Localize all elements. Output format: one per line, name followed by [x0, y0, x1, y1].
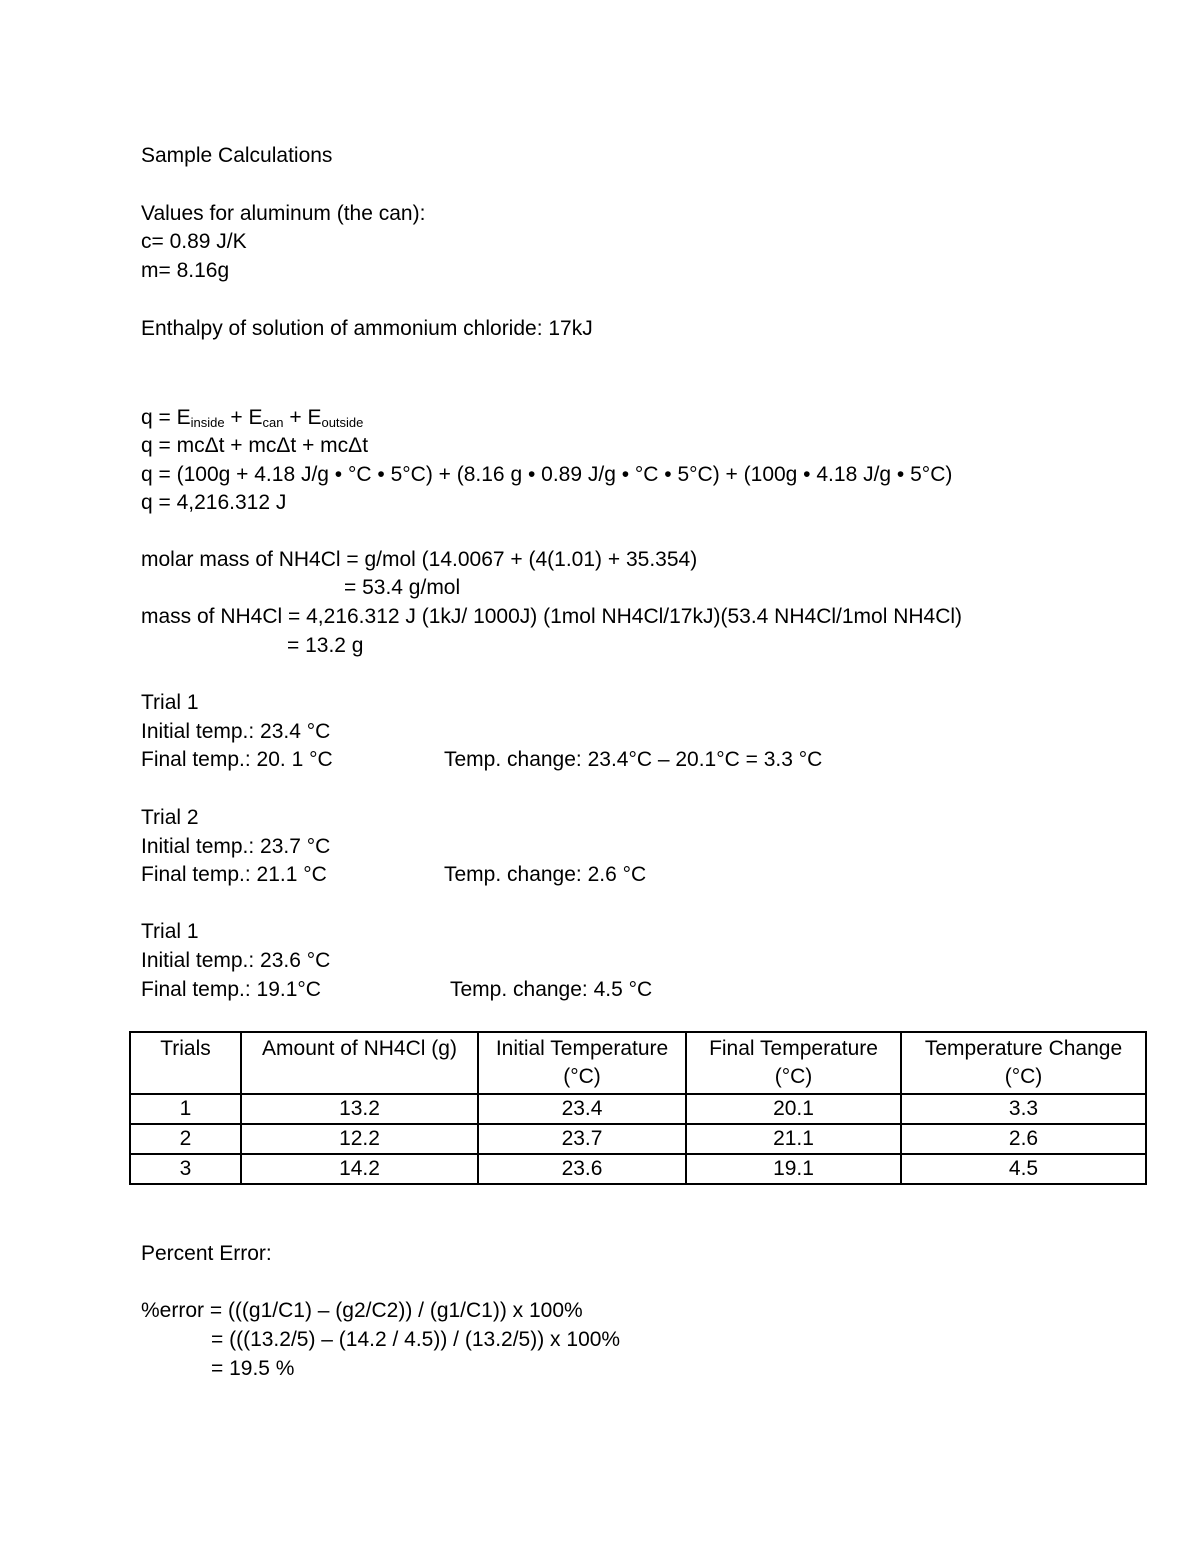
trial-2-final: Final temp.: 21.1 °C [141, 863, 327, 886]
aluminum-m-value: m= 8.16g [141, 259, 230, 282]
table-row [130, 1094, 1146, 1124]
trial-2-change: Temp. change: 2.6 °C [444, 863, 647, 886]
percent-error-heading: Percent Error: [141, 1242, 272, 1265]
header-final-temp [686, 1032, 901, 1094]
mass-line: mass of NH4Cl = 4,216.312 J (1kJ/ 1000J) (1mol NH4Cl/17kJ)(53.4 NH4Cl/1mol NH4Cl) [141, 605, 963, 628]
trial-1-heading: Trial 1 [141, 691, 199, 714]
table-cell: 19.1 [686, 1154, 901, 1184]
molar-mass-line: molar mass of NH4Cl = g/mol (14.0067 + (4(1.01) + 35.354) [141, 548, 698, 571]
header-initial-temp [478, 1032, 686, 1094]
eq1-sub-outside: outside [321, 415, 364, 430]
table-cell: 23.6 [478, 1154, 686, 1184]
trial-3-final: Final temp.: 19.1°C [141, 978, 321, 1001]
results-table [129, 1031, 1147, 1185]
table-cell: 20.1 [686, 1094, 901, 1124]
energy-equation-3: q = (100g + 4.18 J/g • °C • 5°C) + (8.16 g • 0.89 J/g • °C • 5°C) + (100g • 4.18 J/g • 5°C) [141, 463, 953, 486]
header-amount-line1: Amount of NH4Cl (g) [262, 1037, 457, 1060]
table-row [130, 1154, 1146, 1184]
trial-3-change: Temp. change: 4.5 °C [450, 978, 653, 1001]
eq1-sub-inside: inside [190, 415, 225, 430]
page-title: Sample Calculations [141, 144, 333, 167]
header-temp-change [901, 1032, 1146, 1094]
table-cell: 2.6 [901, 1124, 1146, 1154]
header-temp-change-line2: (°C) [1004, 1065, 1043, 1088]
eq1-mid-1: + E [224, 406, 263, 429]
molar-mass-result: = 53.4 g/mol [344, 576, 461, 599]
mass-result: = 13.2 g [287, 634, 364, 657]
table-header-row [130, 1032, 1146, 1094]
header-trials-line1: Trials [160, 1037, 211, 1060]
table-cell: 2 [130, 1124, 241, 1154]
aluminum-heading: Values for aluminum (the can): [141, 202, 426, 225]
percent-error-result: = 19.5 % [211, 1357, 295, 1380]
trial-3-initial: Initial temp.: 23.6 °C [141, 949, 331, 972]
header-final-temp-line1: Final Temperature [709, 1037, 878, 1060]
energy-equation-1 [141, 404, 363, 432]
table-cell: 23.4 [478, 1094, 686, 1124]
trial-1-change: Temp. change: 23.4°C – 20.1°C = 3.3 °C [444, 748, 823, 771]
aluminum-c-value: c= 0.89 J/K [141, 230, 247, 253]
header-initial-temp-line2: (°C) [563, 1065, 601, 1088]
table-cell: 1 [130, 1094, 241, 1124]
header-final-temp-line2: (°C) [774, 1065, 813, 1088]
table-cell: 12.2 [241, 1124, 478, 1154]
table-cell: 4.5 [901, 1154, 1146, 1184]
trial-1-initial: Initial temp.: 23.4 °C [141, 720, 331, 743]
eq1-prefix: q = E [141, 406, 191, 429]
trial-2-heading: Trial 2 [141, 806, 199, 829]
table-cell: 21.1 [686, 1124, 901, 1154]
enthalpy-line: Enthalpy of solution of ammonium chloride: 17kJ [141, 317, 593, 340]
table-cell: 23.7 [478, 1124, 686, 1154]
trial-3-heading: Trial 1 [141, 920, 199, 943]
energy-equation-4: q = 4,216.312 J [141, 491, 287, 514]
trial-2-initial: Initial temp.: 23.7 °C [141, 835, 331, 858]
percent-error-substitution: = (((13.2/5) – (14.2 / 4.5)) / (13.2/5)) x 100% [211, 1328, 621, 1351]
eq1-mid-2: + E [283, 406, 322, 429]
header-initial-temp-line1: Initial Temperature [495, 1037, 669, 1060]
energy-equation-2: q = mcΔt + mcΔt + mcΔt [141, 434, 369, 457]
trial-1-final: Final temp.: 20. 1 °C [141, 748, 333, 771]
table-cell: 3 [130, 1154, 241, 1184]
header-trials [130, 1032, 241, 1094]
eq1-sub-can: can [262, 415, 284, 430]
percent-error-formula: %error = (((g1/C1) – (g2/C2)) / (g1/C1)) x 100% [141, 1299, 583, 1322]
header-amount [241, 1032, 478, 1094]
table-cell: 3.3 [901, 1094, 1146, 1124]
table-cell: 14.2 [241, 1154, 478, 1184]
table-cell: 13.2 [241, 1094, 478, 1124]
table-row [130, 1124, 1146, 1154]
header-temp-change-line1: Temperature Change [924, 1037, 1123, 1060]
